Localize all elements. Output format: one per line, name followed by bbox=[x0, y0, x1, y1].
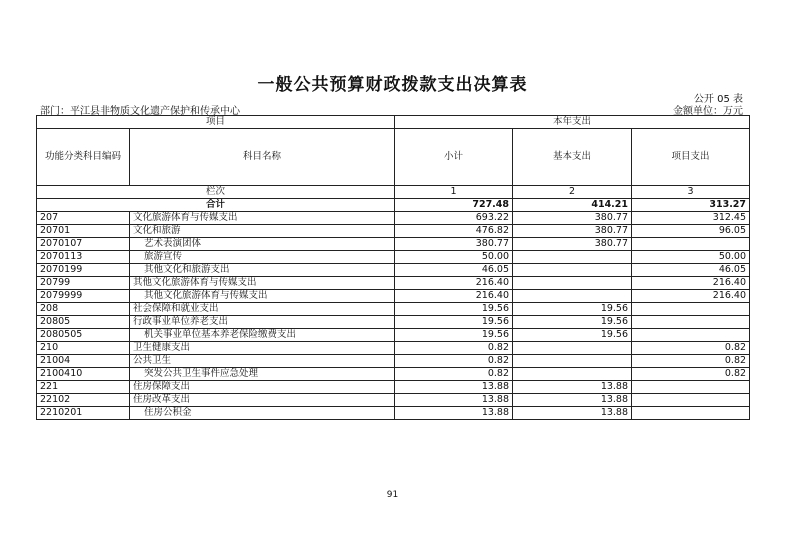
row-project: 46.05 bbox=[632, 264, 750, 277]
department-label: 部门：平江县非物质文化遗产保护和传承中心 bbox=[40, 106, 240, 117]
row-basic: 19.56 bbox=[513, 329, 632, 342]
header-code: 功能分类科目编码 bbox=[37, 129, 130, 186]
header-subtotal: 小计 bbox=[395, 129, 513, 186]
row-subtotal: 13.88 bbox=[395, 407, 513, 420]
row-code: 2070113 bbox=[37, 251, 130, 264]
table-row bbox=[37, 394, 750, 407]
table-row bbox=[37, 277, 750, 290]
total-basic: 414.21 bbox=[513, 199, 632, 212]
row-code: 21004 bbox=[37, 355, 130, 368]
row-basic: 13.88 bbox=[513, 394, 632, 407]
total-label: 合计 bbox=[37, 199, 395, 212]
row-code: 221 bbox=[37, 381, 130, 394]
row-subtotal: 50.00 bbox=[395, 251, 513, 264]
row-project: 216.40 bbox=[632, 290, 750, 303]
column-number-3: 3 bbox=[632, 186, 750, 199]
row-basic: 380.77 bbox=[513, 212, 632, 225]
table-row bbox=[37, 264, 750, 277]
header-name: 科目名称 bbox=[130, 129, 395, 186]
row-project bbox=[632, 329, 750, 342]
table-row bbox=[37, 290, 750, 303]
row-project bbox=[632, 316, 750, 329]
expenditure-table bbox=[36, 115, 750, 420]
form-number: 公开 05 表 bbox=[693, 94, 743, 105]
row-name: 公共卫生 bbox=[130, 355, 395, 368]
table-row bbox=[37, 303, 750, 316]
table-row bbox=[37, 238, 750, 251]
row-project: 50.00 bbox=[632, 251, 750, 264]
row-name: 文化旅游体育与传媒支出 bbox=[130, 212, 395, 225]
page-number: 91 bbox=[386, 490, 399, 500]
row-project: 0.82 bbox=[632, 342, 750, 355]
row-name: 其他文化旅游体育与传媒支出 bbox=[130, 277, 395, 290]
header-current-year: 本年支出 bbox=[395, 116, 750, 129]
row-subtotal: 19.56 bbox=[395, 303, 513, 316]
row-subtotal: 380.77 bbox=[395, 238, 513, 251]
row-name: 艺术表演团体 bbox=[130, 238, 395, 251]
row-name: 其他文化旅游体育与传媒支出 bbox=[130, 290, 395, 303]
row-project: 0.82 bbox=[632, 355, 750, 368]
total-row bbox=[37, 199, 750, 212]
header-row-2 bbox=[37, 129, 750, 186]
row-name: 住房保障支出 bbox=[130, 381, 395, 394]
row-subtotal: 693.22 bbox=[395, 212, 513, 225]
total-subtotal: 727.48 bbox=[395, 199, 513, 212]
total-project: 313.27 bbox=[632, 199, 750, 212]
table-row bbox=[37, 342, 750, 355]
column-number-1: 1 bbox=[395, 186, 513, 199]
row-code: 2070107 bbox=[37, 238, 130, 251]
column-number-2: 2 bbox=[513, 186, 632, 199]
row-basic: 380.77 bbox=[513, 225, 632, 238]
row-code: 210 bbox=[37, 342, 130, 355]
row-project bbox=[632, 394, 750, 407]
row-name: 社会保障和就业支出 bbox=[130, 303, 395, 316]
row-project bbox=[632, 381, 750, 394]
row-code: 2070199 bbox=[37, 264, 130, 277]
row-name: 住房改革支出 bbox=[130, 394, 395, 407]
row-basic: 19.56 bbox=[513, 303, 632, 316]
page-title: 一般公共预算财政拨款支出决算表 bbox=[257, 75, 528, 95]
row-name: 卫生健康支出 bbox=[130, 342, 395, 355]
header-basic: 基本支出 bbox=[513, 129, 632, 186]
row-subtotal: 476.82 bbox=[395, 225, 513, 238]
row-code: 20805 bbox=[37, 316, 130, 329]
row-code: 2210201 bbox=[37, 407, 130, 420]
row-basic bbox=[513, 342, 632, 355]
table-row bbox=[37, 355, 750, 368]
table-row bbox=[37, 212, 750, 225]
row-code: 207 bbox=[37, 212, 130, 225]
table-row bbox=[37, 225, 750, 238]
row-basic: 13.88 bbox=[513, 407, 632, 420]
header-project: 项目 bbox=[37, 116, 395, 129]
row-code: 2100410 bbox=[37, 368, 130, 381]
row-code: 2079999 bbox=[37, 290, 130, 303]
row-project: 216.40 bbox=[632, 277, 750, 290]
row-subtotal: 216.40 bbox=[395, 277, 513, 290]
row-basic bbox=[513, 355, 632, 368]
row-code: 208 bbox=[37, 303, 130, 316]
row-basic bbox=[513, 277, 632, 290]
row-name: 住房公积金 bbox=[130, 407, 395, 420]
unit-label: 金额单位：万元 bbox=[673, 106, 743, 117]
row-basic: 380.77 bbox=[513, 238, 632, 251]
row-code: 20799 bbox=[37, 277, 130, 290]
row-basic bbox=[513, 251, 632, 264]
row-name: 机关事业单位基本养老保险缴费支出 bbox=[130, 329, 395, 342]
row-name: 其他文化和旅游支出 bbox=[130, 264, 395, 277]
table-row bbox=[37, 407, 750, 420]
table-row bbox=[37, 381, 750, 394]
column-order-row bbox=[37, 186, 750, 199]
row-project: 0.82 bbox=[632, 368, 750, 381]
row-project bbox=[632, 303, 750, 316]
table-row bbox=[37, 329, 750, 342]
row-subtotal: 0.82 bbox=[395, 342, 513, 355]
row-project bbox=[632, 238, 750, 251]
row-subtotal: 13.88 bbox=[395, 381, 513, 394]
table-row bbox=[37, 251, 750, 264]
row-subtotal: 13.88 bbox=[395, 394, 513, 407]
row-subtotal: 19.56 bbox=[395, 316, 513, 329]
row-code: 20701 bbox=[37, 225, 130, 238]
header-project-exp: 项目支出 bbox=[632, 129, 750, 186]
row-name: 文化和旅游 bbox=[130, 225, 395, 238]
row-project: 96.05 bbox=[632, 225, 750, 238]
table-row bbox=[37, 316, 750, 329]
row-subtotal: 0.82 bbox=[395, 355, 513, 368]
row-subtotal: 216.40 bbox=[395, 290, 513, 303]
column-order-label: 栏次 bbox=[37, 186, 395, 199]
row-code: 2080505 bbox=[37, 329, 130, 342]
row-name: 行政事业单位养老支出 bbox=[130, 316, 395, 329]
row-name: 突发公共卫生事件应急处理 bbox=[130, 368, 395, 381]
row-code: 22102 bbox=[37, 394, 130, 407]
row-project: 312.45 bbox=[632, 212, 750, 225]
row-name: 旅游宣传 bbox=[130, 251, 395, 264]
row-basic: 19.56 bbox=[513, 316, 632, 329]
row-subtotal: 46.05 bbox=[395, 264, 513, 277]
row-basic bbox=[513, 368, 632, 381]
row-basic bbox=[513, 290, 632, 303]
row-basic bbox=[513, 264, 632, 277]
table-row bbox=[37, 368, 750, 381]
header-row-1 bbox=[37, 116, 750, 129]
row-project bbox=[632, 407, 750, 420]
row-subtotal: 19.56 bbox=[395, 329, 513, 342]
row-basic: 13.88 bbox=[513, 381, 632, 394]
row-subtotal: 0.82 bbox=[395, 368, 513, 381]
